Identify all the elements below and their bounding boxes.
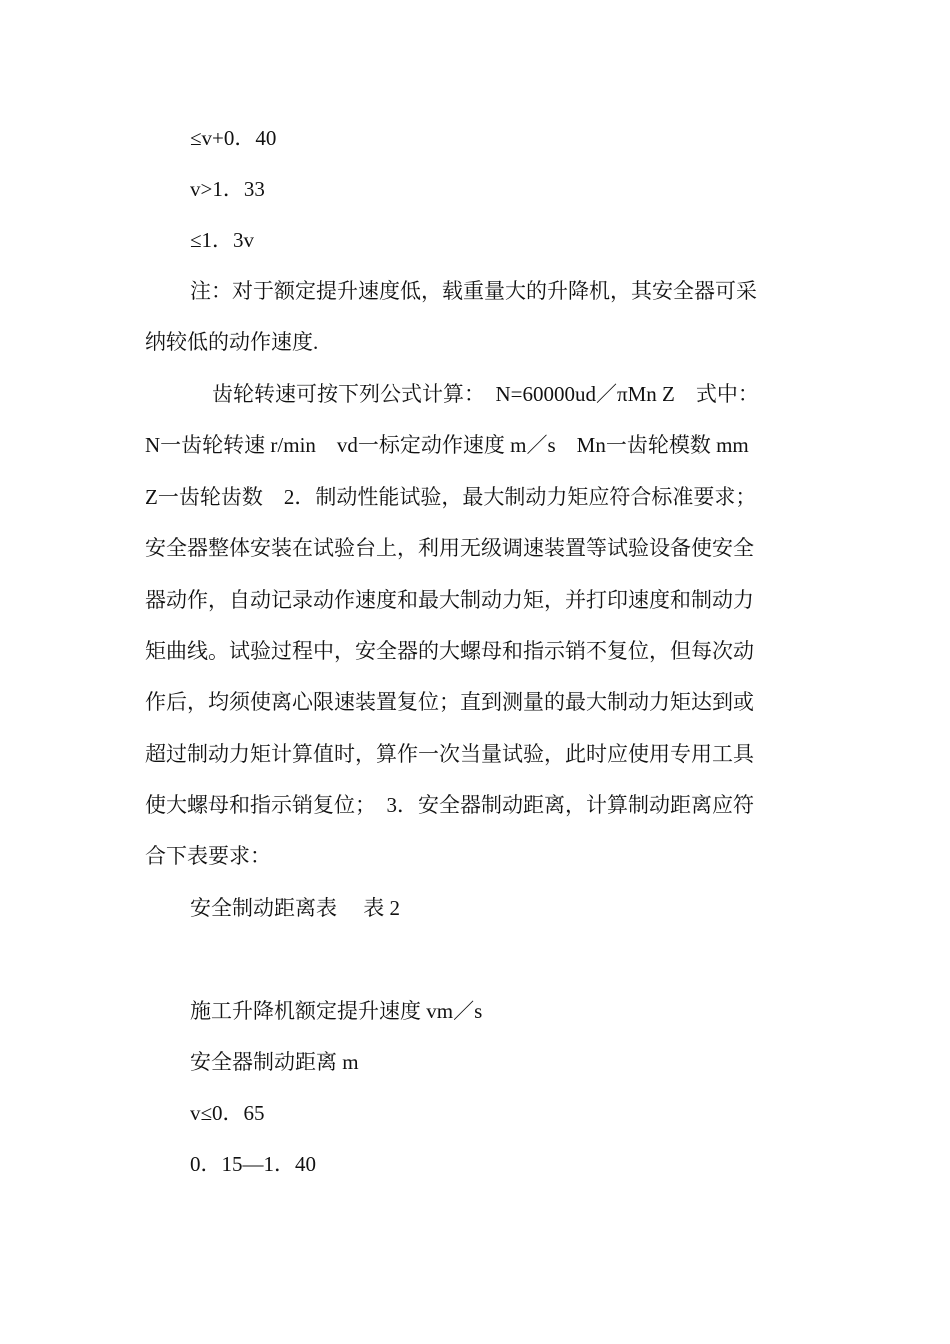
text-line: ≤v+0．40 bbox=[190, 126, 277, 150]
paragraph-line: 矩曲线。试验过程中，安全器的大螺母和指示销不复位，但每次动 bbox=[145, 639, 754, 663]
table-header-cell: 安全器制动距离 m bbox=[190, 1050, 359, 1074]
paragraph-line: 作后，均须使离心限速装置复位；直到测量的最大制动力矩达到或 bbox=[145, 690, 754, 714]
paragraph-line: 超过制动力矩计算值时，算作一次当量试验，此时应使用专用工具 bbox=[145, 742, 754, 766]
paragraph-line: 安全器整体安装在试验台上，利用无级调速装置等试验设备使安全 bbox=[145, 536, 754, 560]
table-cell: v≤0．65 bbox=[190, 1101, 265, 1125]
note-line: 注：对于额定提升速度低，载重量大的升降机，其安全器可采 bbox=[190, 279, 757, 303]
paragraph-line: Z一齿轮齿数 2．制动性能试验，最大制动力矩应符合标准要求； bbox=[145, 485, 757, 509]
note-line: 纳较低的动作速度. bbox=[145, 330, 319, 354]
text-line: ≤1．3v bbox=[190, 228, 255, 252]
paragraph-line: 使大螺母和指示销复位； 3．安全器制动距离，计算制动距离应符 bbox=[145, 793, 754, 817]
table-cell: 0．15—1．40 bbox=[190, 1152, 316, 1176]
formula-line: 齿轮转速可按下列公式计算： N=60000ud／πMn Z 式中： bbox=[212, 382, 759, 406]
paragraph-line: 合下表要求： bbox=[145, 844, 271, 868]
paragraph-line: N一齿轮转速 r/min vd一标定动作速度 m／s Mn一齿轮模数 mm bbox=[145, 433, 749, 457]
table-caption: 安全制动距离表 表 2 bbox=[190, 896, 400, 920]
table-header-cell: 施工升降机额定提升速度 vm／s bbox=[190, 999, 483, 1023]
paragraph-line: 器动作，自动记录动作速度和最大制动力矩，并打印速度和制动力 bbox=[145, 588, 754, 612]
text-line: v>1．33 bbox=[190, 177, 265, 201]
